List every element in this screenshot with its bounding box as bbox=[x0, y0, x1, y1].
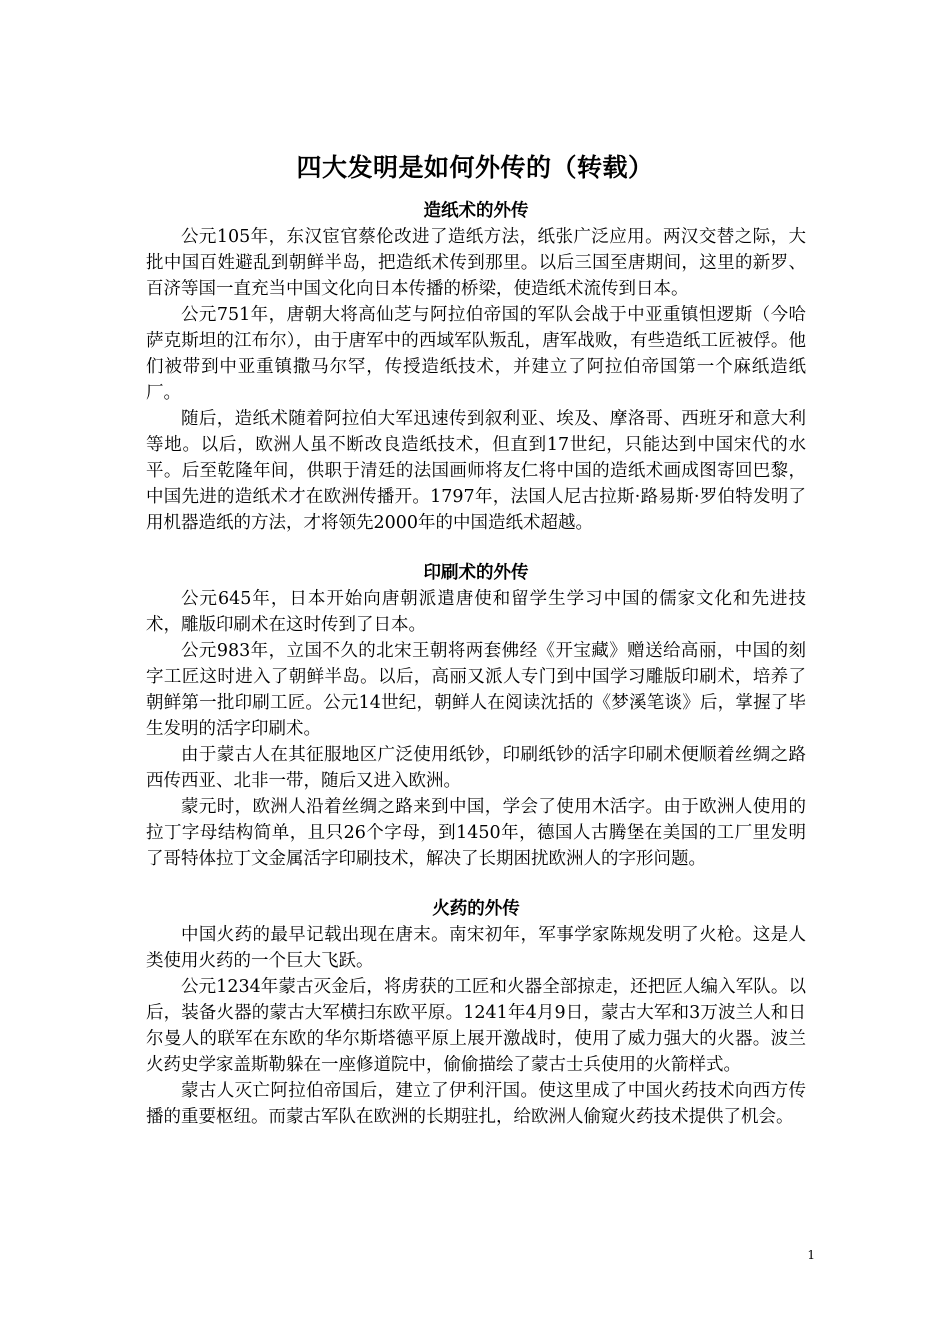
paragraph: 蒙元时，欧洲人沿着丝绸之路来到中国，学会了使用木活字。由于欧洲人使用的拉丁字母结构简单，且只26个字母，到1450年，德国人古腾堡在美国的工厂里发明了哥特体拉丁文金属活字印刷技术，解决了长期困扰欧洲人的字形问题。 bbox=[146, 797, 806, 869]
section-heading: 造纸术的外传 bbox=[423, 201, 529, 221]
section-printing bbox=[146, 560, 806, 872]
paragraph: 蒙古人灭亡阿拉伯帝国后，建立了伊利汗国。使这里成了中国火药技术向西方传播的重要枢纽。而蒙古军队在欧洲的长期驻扎，给欧洲人偷窥火药技术提供了机会。 bbox=[146, 1081, 806, 1127]
paragraph: 随后，造纸术随着阿拉伯大军迅速传到叙利亚、埃及、摩洛哥、西班牙和意大利等地。以后，欧洲人虽不断改良造纸技术，但直到17世纪，只能达到中国宋代的水平。后至乾隆年间，供职于清廷的法国画师将友仁将中国的造纸术画成图寄回巴黎，中国先进的造纸术才在欧洲传播开。1797年，法国人尼古拉斯·路易斯·罗伯特发明了用机器造纸的方法，才将领先2000年的中国造纸术超越。 bbox=[146, 409, 806, 533]
paragraph: 公元751年，唐朝大将高仙芝与阿拉伯帝国的军队会战于中亚重镇怛逻斯（今哈萨克斯坦的江布尔），由于唐军中的西域军队叛乱，唐军战败，有些造纸工匠被俘。他们被带到中亚重镇撒马尔罕，传授造纸技术，并建立了阿拉伯帝国第一个麻纸造纸厂。 bbox=[146, 305, 806, 403]
paragraph: 公元983年，立国不久的北宋王朝将两套佛经《开宝藏》赠送给高丽，中国的刻字工匠这时进入了朝鲜半岛。以后，高丽又派人专门到中国学习雕版印刷术，培养了朝鲜第一批印刷工匠。公元14世纪，朝鲜人在阅读沈括的《梦溪笔谈》后，掌握了毕生发明的活字印刷术。 bbox=[146, 641, 806, 739]
page-number: 1 bbox=[807, 1248, 815, 1262]
paragraph: 公元105年，东汉宦官蔡伦改进了造纸方法，纸张广泛应用。两汉交替之际，大批中国百姓避乱到朝鲜半岛，把造纸术传到那里。以后三国至唐期间，这里的新罗、百济等国一直充当中国文化向日本传播的桥梁，使造纸术流传到日本。 bbox=[146, 227, 806, 299]
paragraph: 公元645年，日本开始向唐朝派遣唐使和留学生学习中国的儒家文化和先进技术，雕版印刷术在这时传到了日本。 bbox=[146, 589, 806, 635]
paragraph: 由于蒙古人在其征服地区广泛使用纸钞，印刷纸钞的活字印刷术便顺着丝绸之路西传西亚、北非一带，随后又进入欧洲。 bbox=[146, 745, 806, 791]
section-heading: 火药的外传 bbox=[432, 899, 520, 919]
paragraph: 中国火药的最早记载出现在唐末。南宋初年，军事学家陈规发明了火枪。这是人类使用火药的一个巨大飞跃。 bbox=[146, 925, 806, 971]
section-heading: 印刷术的外传 bbox=[423, 563, 529, 583]
paragraph: 公元1234年蒙古灭金后，将虏获的工匠和火器全部掠走，还把匠人编入军队。以后，装备火器的蒙古大军横扫东欧平原。1241年4月9日，蒙古大军和3万波兰人和日尔曼人的联军在东欧的华尔斯塔德平原上展开激战时，使用了威力强大的火器。波兰火药史学家盖斯勒躲在一座修道院中，偷偷描绘了蒙古士兵使用的火箭样式。 bbox=[146, 977, 806, 1075]
document-title: 四大发明是如何外传的（转载） bbox=[296, 152, 654, 182]
section-papermaking bbox=[146, 198, 806, 536]
document-body bbox=[146, 198, 806, 1130]
section-gunpowder bbox=[146, 896, 806, 1130]
